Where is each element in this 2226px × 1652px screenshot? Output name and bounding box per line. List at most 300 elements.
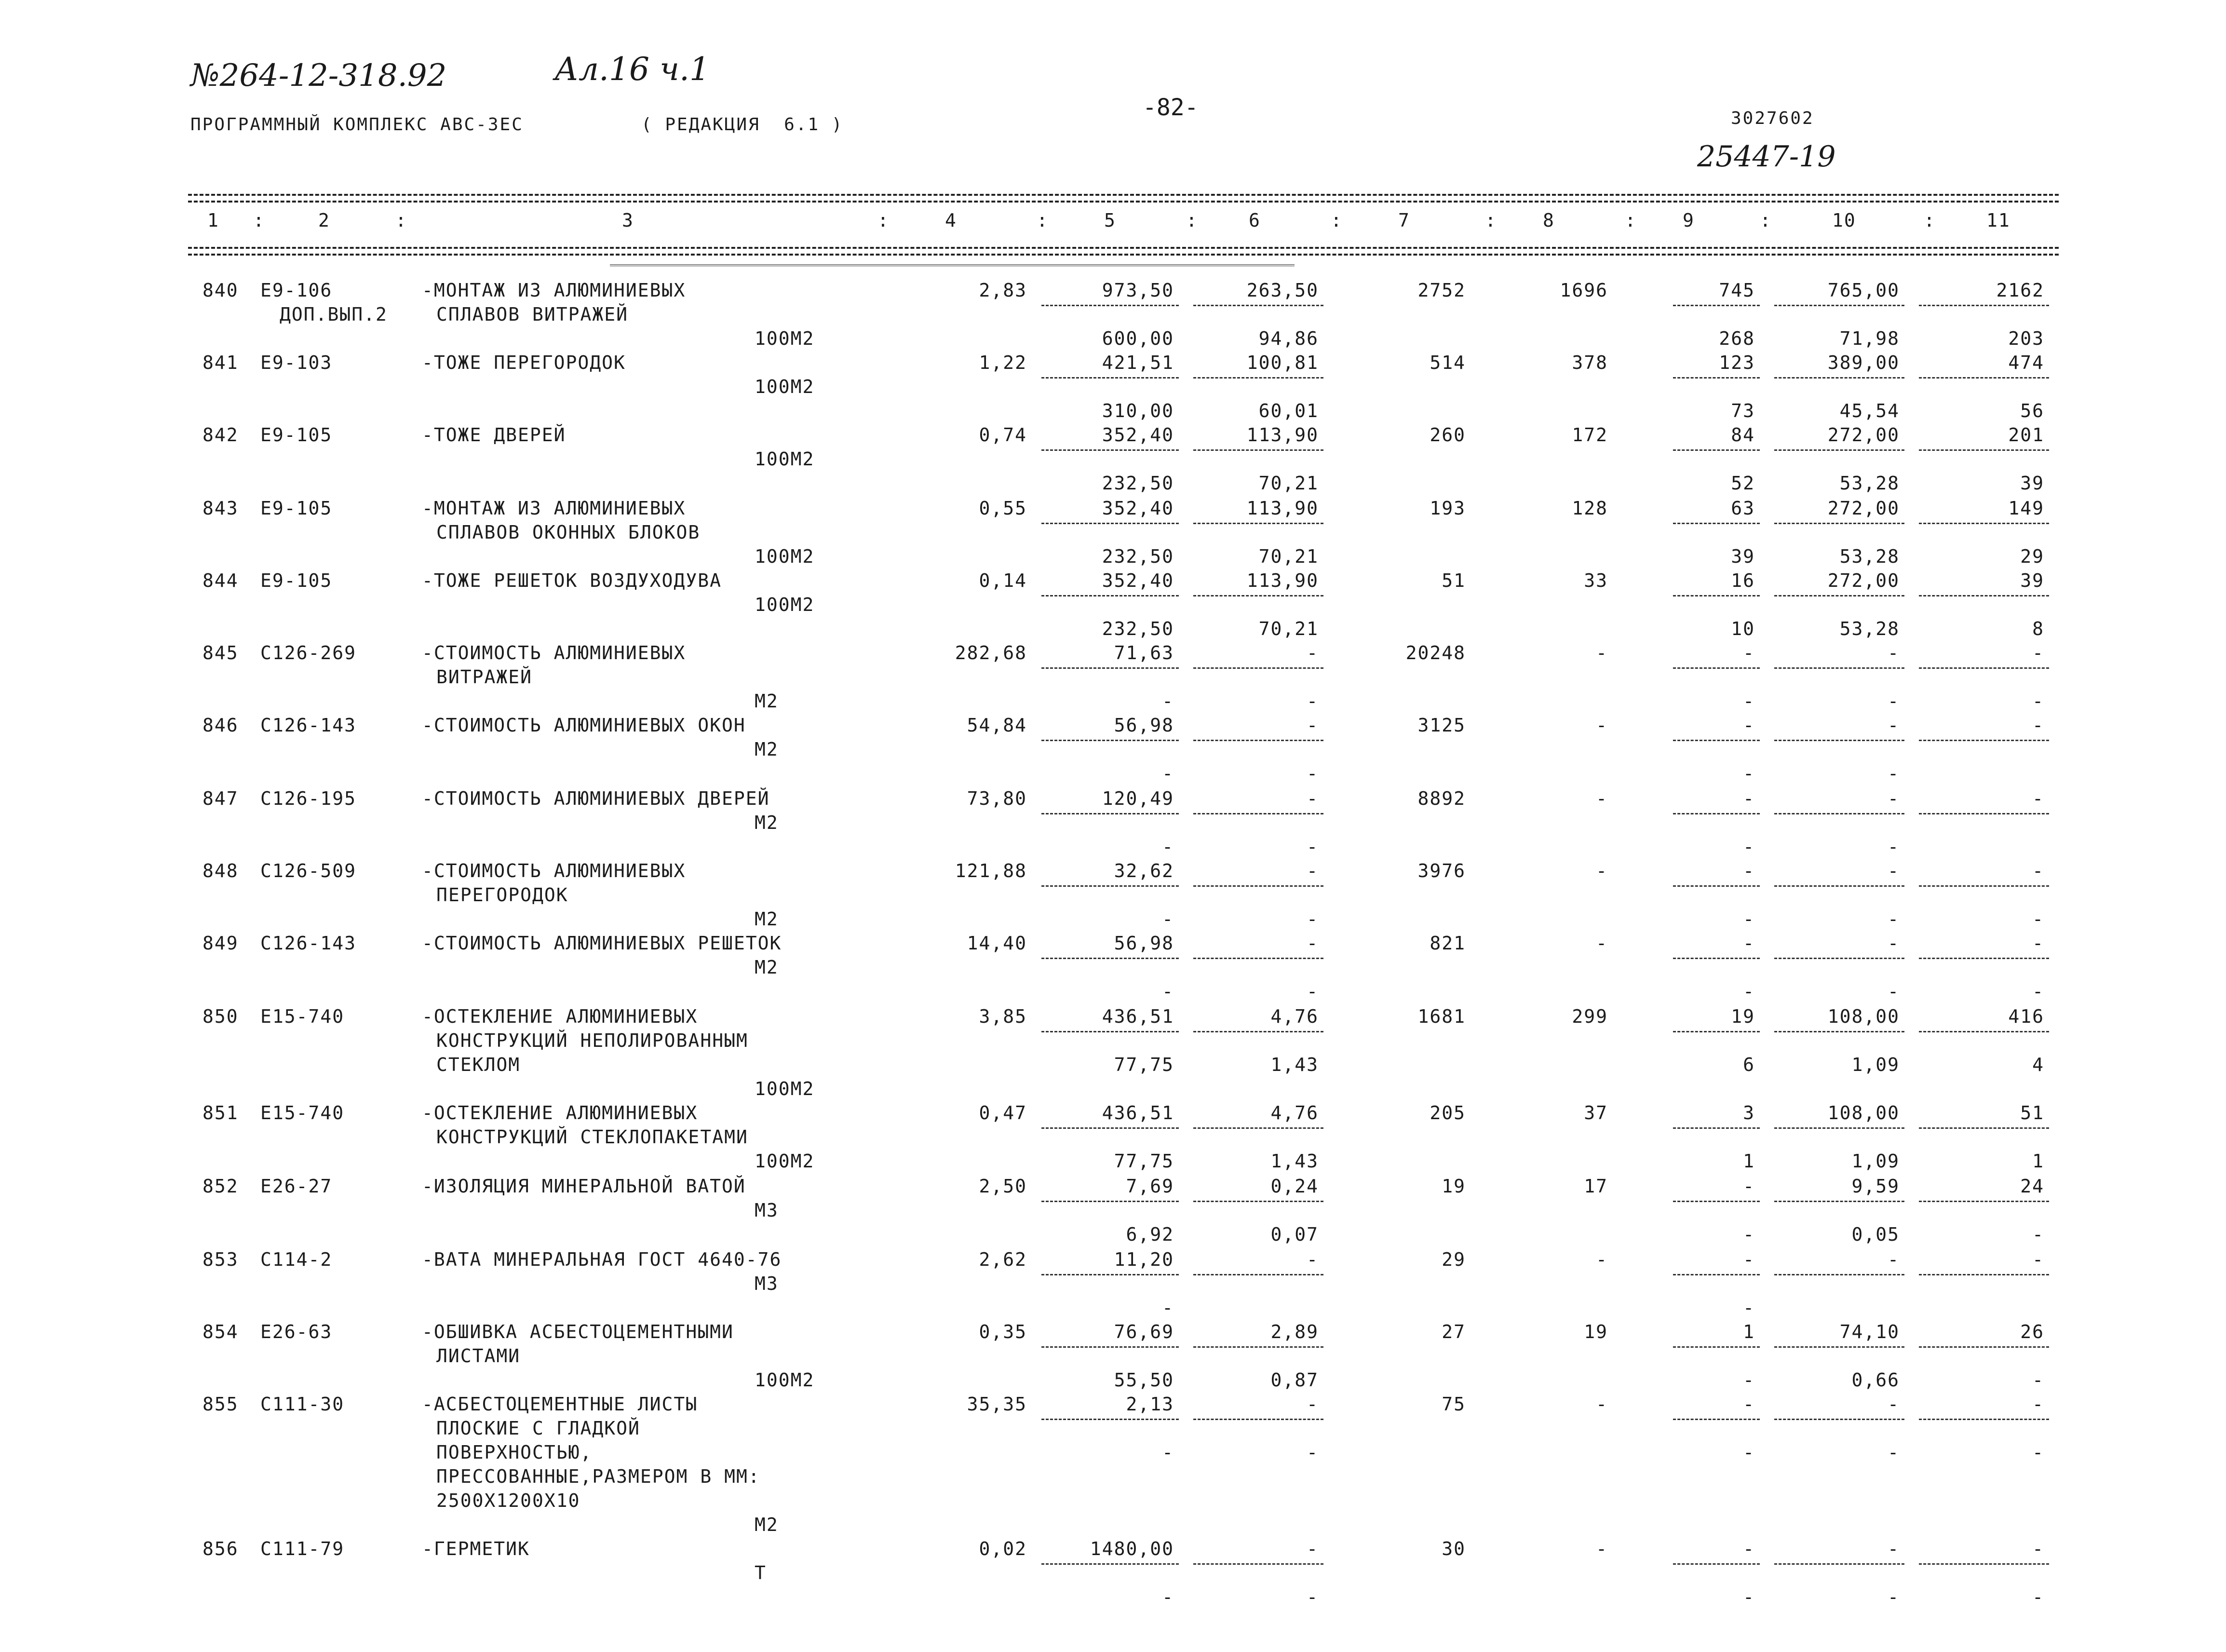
row-unit: М2	[755, 908, 779, 930]
cell-col9-wage: 39	[1731, 546, 1755, 567]
cell-total-cost: 29	[1442, 1249, 1466, 1270]
cell-col11: -	[2032, 1538, 2044, 1559]
column-separator: :	[1924, 210, 1936, 231]
row-unit: 100М2	[755, 1078, 815, 1099]
cell-total-cost: 19	[1442, 1176, 1466, 1197]
row-unit: 100М2	[755, 448, 815, 470]
cell-machine-cost: -	[1307, 788, 1319, 809]
cell-total-cost: 51	[1442, 570, 1466, 591]
row-code-extra: ДОП.ВЫП.2	[280, 304, 388, 325]
cell-total-cost: 30	[1442, 1538, 1466, 1559]
page-number: -82-	[1143, 94, 1199, 121]
subtotal-dash-rule	[1041, 1274, 1179, 1275]
cell-col9-wage: -	[1743, 1224, 1755, 1245]
cell-col10: -	[1888, 1249, 1900, 1270]
cell-total-cost: 821	[1430, 933, 1466, 954]
handwritten-album: Ал.16 ч.1	[554, 51, 710, 88]
subtotal-dash-rule	[1673, 1346, 1760, 1348]
subtotal-dash-rule	[1774, 595, 1904, 596]
handwritten-doc-number: №264-12-318.92	[190, 58, 447, 94]
column-header-7: 7	[1398, 210, 1410, 231]
cell-unit-wage: 232,50	[1102, 618, 1174, 639]
cell-col9: 84	[1731, 424, 1755, 446]
cell-col10: -	[1888, 715, 1900, 736]
cell-unit-wage: 77,75	[1114, 1054, 1174, 1075]
cell-machine-wage: -	[1307, 836, 1319, 857]
cell-col11: -	[2032, 788, 2044, 809]
subtotal-dash-rule	[1193, 1346, 1323, 1348]
cell-labor-cost: 19	[1584, 1321, 1608, 1342]
row-code: С114-2	[260, 1249, 333, 1270]
subtotal-dash-rule	[1041, 523, 1179, 524]
cell-quantity: 54,84	[967, 715, 1027, 736]
column-header-8: 8	[1543, 210, 1555, 231]
row-description: -СТОИМОСТЬ АЛЮМИНИЕВЫХ	[422, 860, 686, 881]
cell-machine-cost: 113,90	[1246, 498, 1319, 519]
subtotal-dash-rule	[1919, 958, 2049, 959]
subtotal-dash-rule	[1774, 1201, 1904, 1202]
cell-labor-cost: 37	[1584, 1102, 1608, 1124]
cell-col11-wage: -	[2032, 1369, 2044, 1391]
subtotal-dash-rule	[1919, 885, 2049, 887]
cell-labor-cost: 128	[1572, 498, 1608, 519]
cell-unit-cost: 76,69	[1114, 1321, 1174, 1342]
column-header-2: 2	[318, 210, 330, 231]
cell-quantity: 0,47	[979, 1102, 1027, 1124]
row-code: Е9-105	[260, 570, 333, 591]
cell-col9-wage: -	[1743, 908, 1755, 930]
row-description: -ТОЖЕ ДВЕРЕЙ	[422, 424, 566, 446]
cell-unit-cost: 352,40	[1102, 424, 1174, 446]
column-separator: :	[1485, 210, 1497, 231]
column-header-1: 1	[207, 210, 219, 231]
row-number: 854	[202, 1321, 239, 1342]
cell-machine-cost: 4,76	[1270, 1006, 1319, 1027]
cell-col11: 201	[2008, 424, 2044, 446]
row-code: С111-30	[260, 1394, 345, 1415]
cell-total-cost: 3976	[1417, 860, 1466, 881]
cell-machine-cost: -	[1307, 715, 1319, 736]
cell-machine-cost: 263,50	[1246, 280, 1319, 301]
cell-col9-wage: -	[1743, 1442, 1755, 1463]
table-top-rule-2	[188, 201, 2059, 203]
subtotal-dash-rule	[1673, 1031, 1760, 1032]
subtotal-dash-rule	[1919, 1031, 2049, 1032]
cell-unit-wage: 232,50	[1102, 546, 1174, 567]
subtotal-dash-rule	[1919, 813, 2049, 814]
cell-unit-cost: 1480,00	[1090, 1538, 1174, 1559]
subtotal-dash-rule	[1193, 885, 1323, 887]
cell-col11-wage: 4	[2032, 1054, 2044, 1075]
cell-machine-cost: 113,90	[1246, 424, 1319, 446]
cell-quantity: 0,02	[979, 1538, 1027, 1559]
subtotal-dash-rule	[1919, 740, 2049, 741]
subtotal-dash-rule	[1774, 1274, 1904, 1275]
cell-machine-cost: 113,90	[1246, 570, 1319, 591]
cell-col9-wage: 1	[1743, 1151, 1755, 1172]
cell-total-cost: 260	[1430, 424, 1466, 446]
subtotal-dash-rule	[1041, 1201, 1179, 1202]
subtotal-dash-rule	[1774, 1031, 1904, 1032]
subtotal-dash-rule	[1041, 1563, 1179, 1565]
cell-col10: 108,00	[1827, 1102, 1900, 1124]
cell-unit-wage: 6,92	[1126, 1224, 1174, 1245]
cell-machine-wage: 0,87	[1270, 1369, 1319, 1391]
row-number: 852	[202, 1176, 239, 1197]
subtotal-dash-rule	[1774, 667, 1904, 669]
cell-total-cost: 8892	[1417, 788, 1466, 809]
row-description: ПЕРЕГОРОДОК	[436, 884, 568, 906]
cell-machine-cost: -	[1307, 1394, 1319, 1415]
table-header-rule-2	[188, 254, 2059, 256]
row-code: Е15-740	[260, 1006, 345, 1027]
cell-col9: -	[1743, 788, 1755, 809]
cell-machine-cost: -	[1307, 860, 1319, 881]
row-code: Е9-106	[260, 280, 333, 301]
row-description: ПОВЕРХНОСТЬЮ,	[436, 1442, 593, 1463]
cell-col9: 63	[1731, 498, 1755, 519]
subtotal-dash-rule	[1774, 1419, 1904, 1420]
cell-col11-wage: -	[2032, 691, 2044, 712]
row-number: 851	[202, 1102, 239, 1124]
subtotal-dash-rule	[1673, 305, 1760, 306]
cell-col9-wage: 268	[1719, 328, 1755, 349]
subtotal-dash-rule	[1919, 667, 2049, 669]
cell-col11-wage: 203	[2008, 328, 2044, 349]
cell-col9: -	[1743, 1538, 1755, 1559]
subtotal-dash-rule	[1774, 1346, 1904, 1348]
cell-total-cost: 3125	[1417, 715, 1466, 736]
cell-machine-wage: -	[1307, 691, 1319, 712]
cell-col11: 39	[2020, 570, 2044, 591]
cell-quantity: 0,74	[979, 424, 1027, 446]
row-unit: 100М2	[755, 1369, 815, 1391]
column-separator: :	[1186, 210, 1198, 231]
row-unit: 100М2	[755, 328, 815, 349]
cell-machine-wage: 94,86	[1258, 328, 1319, 349]
column-separator: :	[395, 210, 407, 231]
row-description: -СТОИМОСТЬ АЛЮМИНИЕВЫХ ОКОН	[422, 715, 746, 736]
cell-machine-cost: 4,76	[1270, 1102, 1319, 1124]
cell-total-cost: 205	[1430, 1102, 1466, 1124]
subtotal-dash-rule	[1041, 449, 1179, 451]
cell-col9-wage: -	[1743, 1586, 1755, 1608]
cell-col10-wage: 1,09	[1851, 1151, 1900, 1172]
row-unit: М2	[755, 957, 779, 978]
subtotal-dash-rule	[1193, 305, 1323, 306]
cell-col9-wage: -	[1743, 763, 1755, 784]
cell-col9-wage: 6	[1743, 1054, 1755, 1075]
row-code: Е9-105	[260, 498, 333, 519]
handwritten-code: 25447-19	[1697, 140, 1836, 174]
row-unit: М2	[755, 812, 779, 833]
cell-unit-cost: 973,50	[1102, 280, 1174, 301]
cell-labor-cost: 1696	[1560, 280, 1608, 301]
column-separator: :	[253, 210, 265, 231]
cell-labor-cost: -	[1596, 933, 1608, 954]
cell-col10-wage: -	[1888, 1586, 1900, 1608]
cell-col9: 16	[1731, 570, 1755, 591]
cell-labor-cost: -	[1596, 1538, 1608, 1559]
cell-machine-wage: 70,21	[1258, 618, 1319, 639]
cell-labor-cost: -	[1596, 1249, 1608, 1270]
row-description: -АСБЕСТОЦЕМЕНТНЫЕ ЛИСТЫ	[422, 1394, 698, 1415]
row-description: -ТОЖЕ ПЕРЕГОРОДОК	[422, 352, 626, 373]
cell-total-cost: 20248	[1405, 642, 1466, 664]
cell-col10: -	[1888, 933, 1900, 954]
cell-labor-cost: -	[1596, 860, 1608, 881]
cell-unit-cost: 7,69	[1126, 1176, 1174, 1197]
subtotal-dash-rule	[1193, 1419, 1323, 1420]
cell-col9: -	[1743, 933, 1755, 954]
cell-col10-wage: 53,28	[1839, 618, 1900, 639]
subtotal-dash-rule	[1774, 1563, 1904, 1565]
cell-col10-wage: 53,28	[1839, 473, 1900, 494]
subtotal-dash-rule	[1193, 377, 1323, 379]
subtotal-dash-rule	[1041, 1031, 1179, 1032]
subtotal-dash-rule	[1919, 1563, 2049, 1565]
cell-col10-wage: 53,28	[1839, 546, 1900, 567]
cell-col9: -	[1743, 860, 1755, 881]
row-description: -ОБШИВКА АСБЕСТОЦЕМЕНТНЫМИ	[422, 1321, 734, 1342]
subtotal-dash-rule	[1041, 1419, 1179, 1420]
row-code: Е15-740	[260, 1102, 345, 1124]
cell-unit-wage: -	[1162, 836, 1174, 857]
row-code: Е9-105	[260, 424, 333, 446]
cell-col10: 108,00	[1827, 1006, 1900, 1027]
cell-col9: 1	[1743, 1321, 1755, 1342]
subtotal-dash-rule	[1919, 1127, 2049, 1129]
cell-col11: 416	[2008, 1006, 2044, 1027]
row-unit: 100М2	[755, 1151, 815, 1172]
subtotal-dash-rule	[1673, 1127, 1760, 1129]
row-description: ВИТРАЖЕЙ	[436, 666, 533, 688]
row-description: СПЛАВОВ ВИТРАЖЕЙ	[436, 304, 629, 325]
cell-quantity: 14,40	[967, 933, 1027, 954]
subtotal-dash-rule	[1193, 958, 1323, 959]
cell-col9: 745	[1719, 280, 1755, 301]
cell-unit-wage: -	[1162, 1586, 1174, 1608]
row-description: -ТОЖЕ РЕШЕТОК ВОЗДУХОДУВА	[422, 570, 722, 591]
cell-machine-cost: 100,81	[1246, 352, 1319, 373]
cell-unit-cost: 2,13	[1126, 1394, 1174, 1415]
cell-machine-cost: -	[1307, 1538, 1319, 1559]
subtotal-dash-rule	[1919, 1274, 2049, 1275]
subtotal-dash-rule	[1673, 1563, 1760, 1565]
cell-col11-wage: 56	[2020, 400, 2044, 421]
row-number: 847	[202, 788, 239, 809]
cell-col10-wage: -	[1888, 691, 1900, 712]
column-separator: :	[1331, 210, 1343, 231]
cell-col11: 474	[2008, 352, 2044, 373]
cell-col9: -	[1743, 715, 1755, 736]
row-unit: М2	[755, 691, 779, 712]
column-header-3: 3	[622, 210, 634, 231]
cell-col10: 74,10	[1839, 1321, 1900, 1342]
cell-unit-wage: 55,50	[1114, 1369, 1174, 1391]
subtotal-dash-rule	[1673, 449, 1760, 451]
cell-unit-cost: 436,51	[1102, 1006, 1174, 1027]
row-description: -МОНТАЖ ИЗ АЛЮМИНИЕВЫХ	[422, 498, 686, 519]
row-code: Е9-103	[260, 352, 333, 373]
cell-machine-wage: 70,21	[1258, 473, 1319, 494]
cell-col10-wage: -	[1888, 908, 1900, 930]
cell-total-cost: 27	[1442, 1321, 1466, 1342]
column-separator: :	[877, 210, 890, 231]
cell-col9-wage: 10	[1731, 618, 1755, 639]
cell-unit-wage: -	[1162, 981, 1174, 1002]
subtotal-dash-rule	[1919, 1419, 2049, 1420]
subtotal-dash-rule	[1193, 595, 1323, 596]
cell-col10: 272,00	[1827, 570, 1900, 591]
cell-quantity: 0,35	[979, 1321, 1027, 1342]
cell-labor-cost: 172	[1572, 424, 1608, 446]
cell-col10-wage: -	[1888, 763, 1900, 784]
subtotal-dash-rule	[1774, 813, 1904, 814]
row-code: С126-143	[260, 933, 357, 954]
cell-quantity: 35,35	[967, 1394, 1027, 1415]
column-header-6: 6	[1249, 210, 1261, 231]
row-description: СТЕКЛОМ	[436, 1054, 521, 1075]
cell-col11: 149	[2008, 498, 2044, 519]
row-code: С126-269	[260, 642, 357, 664]
cell-unit-wage: -	[1162, 1442, 1174, 1463]
cell-col10: 272,00	[1827, 498, 1900, 519]
section-double-rule	[610, 264, 1295, 266]
cell-col9-wage: 73	[1731, 400, 1755, 421]
cell-unit-cost: 11,20	[1114, 1249, 1174, 1270]
cell-col11: 51	[2020, 1102, 2044, 1124]
subtotal-dash-rule	[1774, 740, 1904, 741]
row-description: 2500Х1200Х10	[436, 1490, 580, 1511]
cell-labor-cost: 378	[1572, 352, 1608, 373]
row-code: С126-143	[260, 715, 357, 736]
cell-machine-wage: -	[1307, 981, 1319, 1002]
cell-col9: -	[1743, 642, 1755, 664]
cell-unit-cost: 436,51	[1102, 1102, 1174, 1124]
row-number: 848	[202, 860, 239, 881]
subtotal-dash-rule	[1041, 595, 1179, 596]
row-unit: М3	[755, 1200, 779, 1221]
cell-col10: -	[1888, 788, 1900, 809]
row-code: Е26-63	[260, 1321, 333, 1342]
cell-col11: -	[2032, 1249, 2044, 1270]
row-description: -МОНТАЖ ИЗ АЛЮМИНИЕВЫХ	[422, 280, 686, 301]
cell-col11: 26	[2020, 1321, 2044, 1342]
cell-col10: 9,59	[1851, 1176, 1900, 1197]
subtotal-dash-rule	[1774, 305, 1904, 306]
row-number: 845	[202, 642, 239, 664]
cell-col9: 3	[1743, 1102, 1755, 1124]
cell-machine-cost: -	[1307, 933, 1319, 954]
cell-unit-wage: 77,75	[1114, 1151, 1174, 1172]
row-description: ЛИСТАМИ	[436, 1345, 521, 1367]
cell-unit-cost: 421,51	[1102, 352, 1174, 373]
row-unit: 100М2	[755, 546, 815, 567]
cell-unit-wage: -	[1162, 908, 1174, 930]
cell-col10-wage: 0,66	[1851, 1369, 1900, 1391]
subtotal-dash-rule	[1193, 449, 1323, 451]
cell-col11: -	[2032, 1394, 2044, 1415]
row-description: КОНСТРУКЦИЙ СТЕКЛОПАКЕТАМИ	[436, 1126, 748, 1148]
subtotal-dash-rule	[1919, 377, 2049, 379]
subtotal-dash-rule	[1774, 377, 1904, 379]
row-number: 855	[202, 1394, 239, 1415]
cell-col10-wage: 0,05	[1851, 1224, 1900, 1245]
subtotal-dash-rule	[1193, 740, 1323, 741]
cell-total-cost: 1681	[1417, 1006, 1466, 1027]
program-title: ПРОГРАММНЫЙ КОМПЛЕКС АВС-3ЕС	[190, 115, 524, 135]
column-header-10: 10	[1832, 210, 1856, 231]
subtotal-dash-rule	[1673, 958, 1760, 959]
cell-labor-cost: -	[1596, 788, 1608, 809]
row-number: 849	[202, 933, 239, 954]
cell-unit-wage: 600,00	[1102, 328, 1174, 349]
subtotal-dash-rule	[1193, 1563, 1323, 1565]
row-number: 850	[202, 1006, 239, 1027]
cell-machine-wage: -	[1307, 908, 1319, 930]
cell-col10-wage: 45,54	[1839, 400, 1900, 421]
cell-quantity: 2,83	[979, 280, 1027, 301]
subtotal-dash-rule	[1041, 667, 1179, 669]
cell-unit-cost: 56,98	[1114, 715, 1174, 736]
column-header-5: 5	[1104, 210, 1116, 231]
cell-col10: -	[1888, 642, 1900, 664]
row-code: С126-509	[260, 860, 357, 881]
cell-col10-wage: -	[1888, 836, 1900, 857]
row-description: -ИЗОЛЯЦИЯ МИНЕРАЛЬНОЙ ВАТОЙ	[422, 1176, 746, 1197]
subtotal-dash-rule	[1919, 523, 2049, 524]
cell-machine-wage: 70,21	[1258, 546, 1319, 567]
row-description: СПЛАВОВ ОКОННЫХ БЛОКОВ	[436, 522, 701, 543]
cell-col11: -	[2032, 860, 2044, 881]
row-unit: 100М2	[755, 594, 815, 615]
cell-machine-cost: 2,89	[1270, 1321, 1319, 1342]
cell-unit-wage: -	[1162, 763, 1174, 784]
subtotal-dash-rule	[1774, 449, 1904, 451]
subtotal-dash-rule	[1193, 813, 1323, 814]
subtotal-dash-rule	[1041, 813, 1179, 814]
cell-total-cost: 2752	[1417, 280, 1466, 301]
cell-col11: -	[2032, 642, 2044, 664]
cell-col11: 24	[2020, 1176, 2044, 1197]
cell-col11-wage: -	[2032, 1224, 2044, 1245]
cell-quantity: 0,14	[979, 570, 1027, 591]
row-description: -ВАТА МИНЕРАЛЬНАЯ ГОСТ 4640-76	[422, 1249, 782, 1270]
table-top-rule	[188, 194, 2059, 196]
cell-labor-cost: 299	[1572, 1006, 1608, 1027]
row-description: -ОСТЕКЛЕНИЕ АЛЮМИНИЕВЫХ	[422, 1006, 698, 1027]
cell-col9-wage: -	[1743, 836, 1755, 857]
cell-col10: 389,00	[1827, 352, 1900, 373]
cell-unit-wage: -	[1162, 691, 1174, 712]
subtotal-dash-rule	[1673, 1201, 1760, 1202]
cell-col10: -	[1888, 1538, 1900, 1559]
row-unit: 100М2	[755, 376, 815, 397]
cell-labor-cost: -	[1596, 642, 1608, 664]
cell-col10: -	[1888, 1394, 1900, 1415]
column-header-4: 4	[945, 210, 957, 231]
cell-labor-cost: 17	[1584, 1176, 1608, 1197]
column-header-11: 11	[1986, 210, 2010, 231]
subtotal-dash-rule	[1673, 377, 1760, 379]
cell-unit-cost: 120,49	[1102, 788, 1174, 809]
cell-total-cost: 193	[1430, 498, 1466, 519]
subtotal-dash-rule	[1774, 1127, 1904, 1129]
subtotal-dash-rule	[1041, 958, 1179, 959]
cell-machine-wage: 0,07	[1270, 1224, 1319, 1245]
cell-col9: 19	[1731, 1006, 1755, 1027]
